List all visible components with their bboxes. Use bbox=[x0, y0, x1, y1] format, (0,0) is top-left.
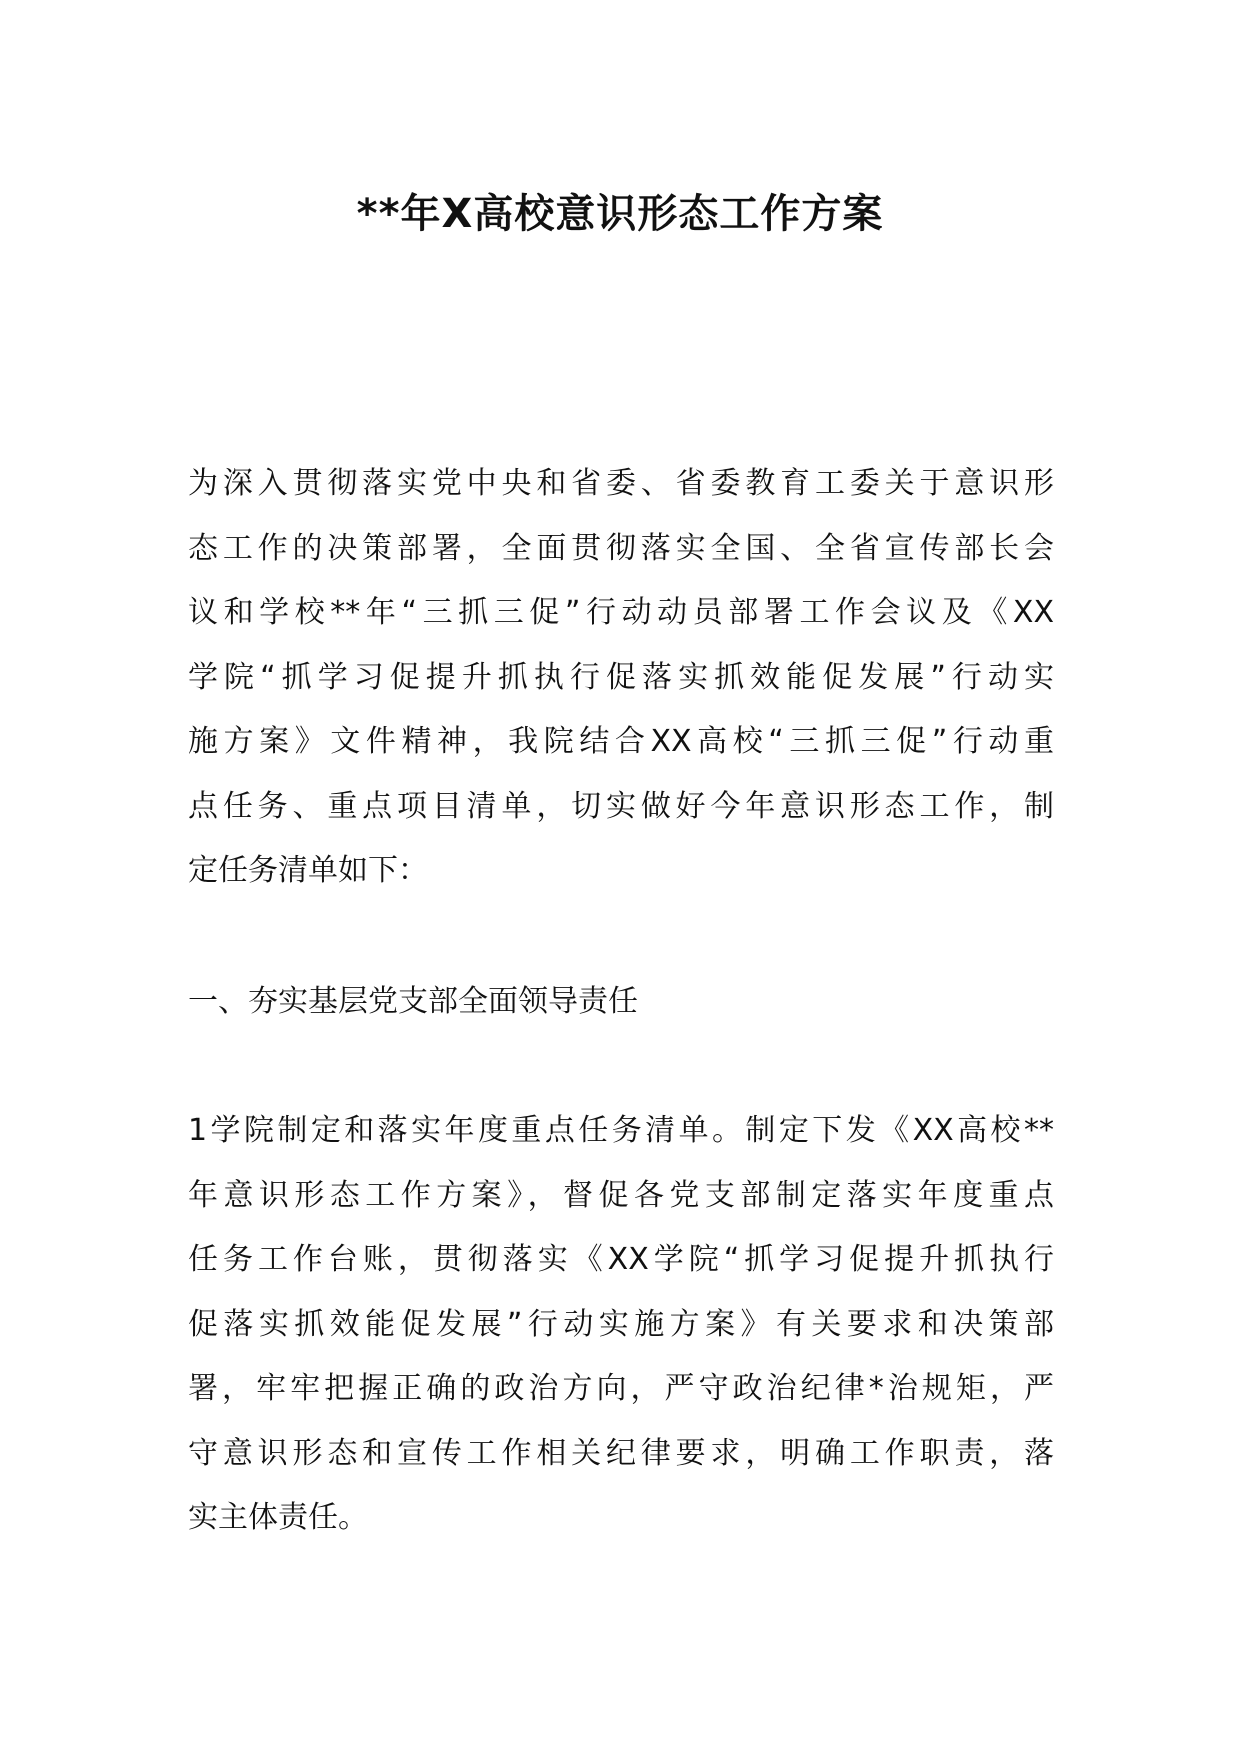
paragraph-line: 促落实抓效能促发展”行动实施方案》有关要求和决策部 bbox=[188, 1306, 1054, 1342]
paragraph-line: 定任务清单如下： bbox=[188, 853, 428, 888]
section-heading-text: 一、夯实基层党支部全面领导责任 bbox=[188, 984, 638, 1019]
paragraph-line: 实主体责任。 bbox=[188, 1500, 368, 1535]
paragraph-line: 任务工作台账，贯彻落实《XX学院“抓学习促提升抓执行 bbox=[188, 1242, 1054, 1277]
section-heading bbox=[188, 970, 1054, 1035]
item-paragraph bbox=[188, 1099, 1054, 1551]
paragraph-line: 守意识形态和宣传工作相关纪律要求，明确工作职责，落 bbox=[188, 1435, 1054, 1471]
paragraph-line: 施方案》文件精神，我院结合XX高校“三抓三促”行动重 bbox=[188, 724, 1054, 759]
paragraph-line: 议和学校**年“三抓三促”行动动员部署工作会议及《XX bbox=[188, 595, 1054, 630]
intro-paragraph bbox=[188, 452, 1054, 904]
paragraph-line: 1学院制定和落实年度重点任务清单。制定下发《XX高校** bbox=[188, 1113, 1054, 1148]
document-title: **年X高校意识形态工作方案 bbox=[356, 191, 884, 237]
paragraph-line: 年意识形态工作方案》，督促各党支部制定落实年度重点 bbox=[188, 1177, 1054, 1213]
paragraph-line: 态工作的决策部署，全面贯彻落实全国、全省宣传部长会 bbox=[188, 530, 1054, 566]
paragraph-line: 点任务、重点项目清单，切实做好今年意识形态工作，制 bbox=[188, 788, 1054, 824]
paragraph-line: 学院“抓学习促提升抓执行促落实抓效能促发展”行动实 bbox=[188, 659, 1054, 695]
paragraph-line: 为深入贯彻落实党中央和省委、省委教育工委关于意识形 bbox=[188, 466, 1054, 501]
paragraph-line: 署，牢牢把握正确的政治方向，严守政治纪律*治规矩，严 bbox=[188, 1371, 1054, 1406]
